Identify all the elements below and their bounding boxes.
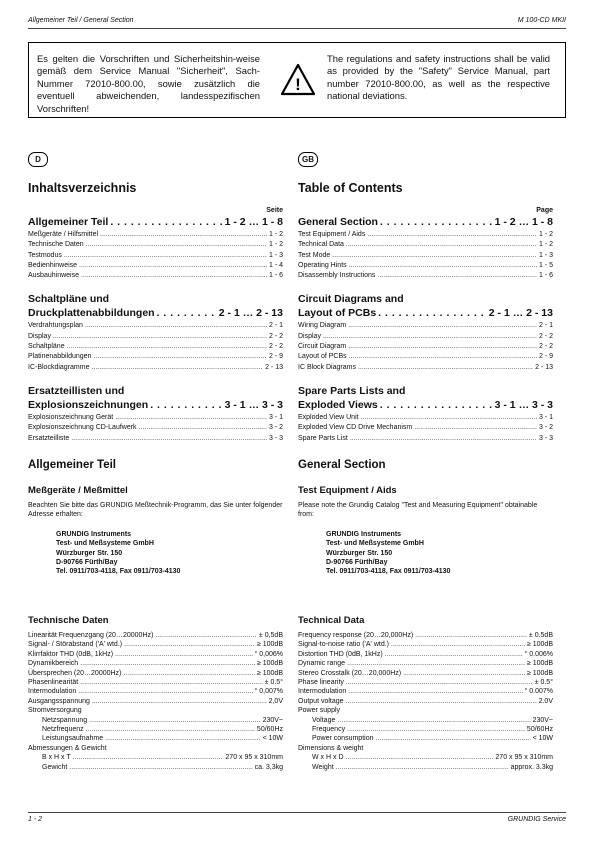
address-block (326, 530, 553, 577)
toc-column-de (28, 152, 283, 577)
toc-item (28, 271, 283, 281)
header-right: M 100-CD MKII (517, 17, 566, 24)
leader-dots (380, 399, 493, 411)
toc-item (28, 413, 283, 423)
spec-value: ± 0.5° (534, 679, 553, 687)
section-gap (28, 281, 283, 293)
spec-value: ≥ 100dB (526, 660, 553, 668)
toc-item (28, 342, 283, 352)
toc-item-label: Operating Hints (298, 261, 347, 269)
toc-item-list (298, 230, 553, 281)
spec-value: ≥ 100dB (526, 641, 553, 649)
toc-item-label: Exploded View Unit (298, 413, 359, 421)
toc-item-page: 2 - 2 (268, 332, 283, 340)
toc-item-list (28, 230, 283, 281)
toc-item-page: 3 - 3 (268, 434, 283, 442)
toc-section-pages: 3 - 1 … 3 - 3 (224, 398, 283, 411)
toc-item (28, 423, 283, 433)
leader-dots (85, 321, 267, 331)
spec-value: < 10W (262, 735, 283, 743)
header-rule (28, 28, 566, 29)
leader-dots (348, 342, 537, 352)
spec-label: Übersprechen (20…20000Hz) (28, 669, 122, 677)
toc-item-label: Platinenabbildungen (28, 353, 92, 361)
leader-dots (115, 413, 267, 423)
leader-dots (86, 725, 255, 734)
footer-page-number: 1 - 2 (28, 816, 43, 823)
leader-dots (380, 216, 493, 228)
toc-item-page: 2 - 9 (538, 353, 553, 361)
toc-item (298, 321, 553, 331)
toc-item (298, 240, 553, 250)
spec-value: ≥ 100dB (256, 660, 283, 668)
address-line: Tel. 0911/703-4118, Fax 0911/703-4130 (56, 568, 181, 576)
leader-dots (377, 271, 537, 281)
spec-value: 270 x 95 x 310mm (225, 754, 283, 762)
subsection-title: Meßgeräte / Meßmittel (28, 484, 128, 496)
leader-dots (100, 230, 267, 240)
spec-label: Gewicht (42, 763, 68, 771)
toc-section-pages: 3 - 1 … 3 - 3 (494, 398, 553, 411)
leader-dots (346, 240, 537, 250)
spec-value: 2,0V (268, 697, 283, 705)
toc-section-heading (298, 307, 553, 319)
spec-row (28, 669, 283, 678)
address-line: Würzburger Str. 150 (56, 549, 123, 557)
leader-dots (358, 363, 533, 373)
leader-dots (348, 321, 537, 331)
spec-row (28, 631, 283, 640)
spec-row (28, 753, 283, 762)
header-left: Allgemeiner Teil / General Section (28, 17, 134, 24)
spec-label: Voltage (312, 716, 336, 724)
toc-section-heading (298, 216, 553, 228)
spec-row (298, 734, 553, 743)
spec-row (298, 669, 553, 678)
leader-dots (348, 687, 522, 696)
toc-item-label: Schaltpläne (28, 343, 65, 351)
toc-section-pages: 1 - 2 … 1 - 8 (494, 216, 553, 228)
toc-page-label: Seite (266, 207, 283, 214)
leader-dots (349, 352, 537, 362)
toc-item-page: 1 - 6 (268, 272, 283, 280)
toc-section-heading (298, 399, 553, 411)
spec-label: Ausgangsspannung (28, 697, 90, 705)
spec-row (298, 650, 553, 659)
toc-item-page: 2 - 1 (538, 322, 553, 330)
leader-dots (123, 669, 255, 678)
toc-item-list (298, 413, 553, 444)
spec-label: Netzspannung (42, 716, 88, 724)
spec-row (298, 763, 553, 772)
leader-dots (367, 230, 537, 240)
toc-item-page: 2 - 13 (535, 363, 553, 371)
leader-dots (347, 659, 525, 668)
leader-dots (110, 216, 222, 228)
toc-item-label: Display (298, 332, 321, 340)
toc-section-title: Spare Parts Lists and (298, 384, 406, 397)
spec-label: Klirrfaktor THD (0dB, 1kHz) (28, 650, 114, 658)
toc-item-list (28, 413, 283, 444)
toc-item (298, 332, 553, 342)
leader-dots (73, 753, 224, 762)
toc-item-page: 1 - 5 (538, 261, 553, 269)
toc-item (28, 332, 283, 342)
spec-value: ° 0,007% (254, 688, 283, 696)
leader-dots (91, 363, 263, 373)
leader-dots (71, 434, 267, 444)
toc-item-page: 2 - 2 (268, 343, 283, 351)
toc-item-label: Meßgeräte / Hilfsmittel (28, 231, 99, 238)
toc-item-page: 1 - 2 (538, 231, 553, 238)
toc-item (298, 352, 553, 362)
spec-label: Abmessungen & Gewicht (28, 744, 107, 752)
toc-item-list (298, 321, 553, 372)
leader-dots (391, 640, 525, 649)
toc-item-page: 2 - 9 (268, 353, 283, 361)
toc-item (28, 321, 283, 331)
toc-item-page: 3 - 2 (538, 424, 553, 432)
toc-item-page: 2 - 1 (268, 322, 283, 330)
toc-item-label: Ersatzteilliste (28, 434, 70, 442)
spec-value: ° 0,006% (254, 650, 283, 658)
spec-value: 2.0V (538, 697, 553, 705)
leader-dots (79, 261, 267, 271)
spec-label: Intermodulation (28, 688, 77, 696)
spec-row (298, 706, 553, 715)
toc-item (298, 271, 553, 281)
spec-title: Technische Daten (28, 615, 109, 626)
leader-dots (347, 725, 525, 734)
spec-label: Dynamic range (298, 660, 346, 668)
leader-dots (93, 352, 267, 362)
spec-value: ≥ 100dB (526, 669, 553, 677)
address-line: Test- und Meßsysteme GmbH (56, 540, 154, 548)
section-gap (28, 373, 283, 385)
footer-rule (28, 812, 566, 813)
leader-dots (80, 678, 262, 687)
spec-row (298, 631, 553, 640)
section-gap (298, 281, 553, 293)
warning-mark: ! (295, 75, 301, 94)
spec-value: ≥ 100dB (256, 669, 283, 677)
address-line: D-90766 Fürth/Bay (326, 559, 388, 567)
toc-item-label: IC-Blockdiagramme (28, 363, 90, 371)
spec-value: 230V~ (262, 716, 283, 724)
spec-row (298, 725, 553, 734)
spec-value: ± 0.5dB (528, 632, 553, 639)
toc-item (298, 423, 553, 433)
toc-item-label: Display (28, 332, 51, 340)
toc-section-heading (28, 216, 283, 228)
address-block (56, 530, 283, 577)
toc-item (298, 413, 553, 423)
spec-row (28, 725, 283, 734)
spec-label: Power supply (298, 707, 341, 715)
toc-section-pages: 2 - 1 … 2 - 13 (488, 307, 553, 320)
toc-section-title: Druckplattenabbildungen (28, 307, 155, 320)
spec-label: Output voltage (298, 697, 344, 705)
toc-title: Table of Contents (298, 181, 403, 195)
spec-value: ° 0.006% (524, 650, 553, 658)
toc-item-label: Spare Parts List (298, 434, 348, 442)
spec-label: Distortion THD (0dB, 1kHz) (298, 650, 383, 658)
footer-brand: GRUNDIG Service (507, 816, 566, 823)
spec-label: Frequency (312, 726, 346, 734)
spec-row (28, 734, 283, 743)
leader-dots (80, 659, 255, 668)
toc-item-label: Explosionszeichnung CD-Laufwerk (28, 424, 137, 432)
spec-label: Signal- / Störabstand ('A' wtd.) (28, 641, 123, 649)
leader-dots (385, 650, 523, 659)
toc-section-title: Ersatzteillisten und (28, 384, 125, 397)
toc-item-page: 1 - 2 (538, 241, 553, 249)
leader-dots (92, 697, 267, 706)
spec-row (298, 640, 553, 649)
leader-dots (78, 687, 252, 696)
leader-dots (150, 399, 222, 411)
toc-item-label: Ausbauhinweise (28, 272, 79, 280)
spec-value: ± 0,5dB (258, 632, 283, 639)
leader-dots (64, 251, 267, 261)
spec-table-de (28, 615, 283, 772)
notice-text-en: The regulations and safety instructions shall be valid as provided by the "Safety" Service Manual, part number 72010-800.00, as well as the respective national deviations. (327, 53, 550, 102)
leader-dots (350, 434, 537, 444)
leader-dots (336, 763, 509, 772)
toc-item-label: Test Mode (298, 251, 331, 259)
spec-label: Stereo Crosstalk (20…20,000Hz) (298, 669, 402, 677)
leader-dots (81, 271, 267, 281)
toc-item (28, 261, 283, 271)
toc-item-page: 1 - 4 (268, 261, 283, 269)
spec-label: Power consumption (312, 735, 374, 743)
toc-item-label: Explosionszeichnung Gerät (28, 413, 114, 421)
toc-item (298, 251, 553, 261)
spec-title: Technical Data (298, 615, 365, 626)
address-line: GRUNDIG Instruments (326, 530, 402, 538)
spec-label: Frequency response (20…20,000Hz) (298, 632, 414, 639)
toc-item (298, 342, 553, 352)
spec-label: Weight (312, 763, 334, 771)
spec-value: approx. 3.3kg (510, 763, 553, 771)
toc-item-page: 1 - 2 (268, 241, 283, 249)
toc-item (28, 363, 283, 373)
toc-item (28, 240, 283, 250)
leader-dots (139, 423, 267, 433)
spec-table-en (298, 615, 553, 772)
toc-section-title: Exploded Views (298, 398, 378, 411)
spec-row (28, 706, 283, 715)
leader-dots (361, 413, 537, 423)
leader-dots (414, 423, 537, 433)
toc-section-pages: 2 - 1 … 2 - 13 (218, 307, 283, 320)
leader-dots (346, 697, 537, 706)
address-line: D-90766 Fürth/Bay (56, 559, 118, 567)
spec-label: Linearität Frequenzgang (20…20000Hz) (28, 632, 154, 639)
toc-item-page: 3 - 2 (268, 424, 283, 432)
spec-label: Intermodulation (298, 688, 347, 696)
spec-label: Stromversorgung (28, 707, 82, 715)
leader-dots (415, 631, 527, 640)
toc-item (28, 251, 283, 261)
leader-dots (115, 650, 252, 659)
spec-row (28, 687, 283, 696)
leader-dots (86, 240, 267, 250)
toc-section-pages: 1 - 2 … 1 - 8 (224, 216, 283, 228)
toc-item (28, 434, 283, 444)
spec-value: ca. 3,3kg (254, 763, 283, 771)
toc-item-label: Layout of PCBs (298, 353, 347, 361)
section-title: Allgemeiner Teil (28, 458, 116, 471)
leader-dots (124, 640, 255, 649)
spec-value: ≥ 100dB (256, 641, 283, 649)
spec-label: Phasenlinearität (28, 679, 79, 687)
address-line: Würzburger Str. 150 (326, 549, 393, 557)
leader-dots (155, 631, 257, 640)
toc-column-en (298, 152, 553, 577)
subsection-title: Test Equipment / Aids (298, 484, 397, 496)
spec-row (28, 650, 283, 659)
address-line: Tel. 0911/703-4118, Fax 0911/703-4130 (326, 568, 451, 576)
notice-text-de: Es gelten die Vorschriften und Sicherheitshin-weise gemäß dem Service Manual "Sicherheit", Sach-Nummer 72010-800.00, sowie zusätzlich die eventuell abweichenden, landesspezifischen Vorschriften! (37, 53, 260, 114)
toc-section-heading (28, 307, 283, 319)
spec-row (298, 659, 553, 668)
leader-dots (89, 716, 260, 725)
toc-section-title: Allgemeiner Teil (28, 216, 109, 228)
leader-dots (67, 342, 267, 352)
leader-dots (332, 251, 537, 261)
spec-row (298, 697, 553, 706)
leader-dots (105, 734, 260, 743)
spec-value: ± 0.5° (264, 679, 283, 687)
spec-value: 230V~ (532, 716, 553, 724)
toc-item-label: Testmodus (28, 251, 62, 259)
spec-value: < 10W (532, 735, 553, 743)
toc-section-heading (28, 399, 283, 411)
toc-item (298, 363, 553, 373)
spec-label: Signal-to-noise ratio ('A' wtd.) (298, 641, 389, 649)
toc-item-label: Bedienhinweise (28, 261, 78, 269)
leader-dots (378, 307, 487, 319)
spec-label: W x H x D (312, 754, 344, 762)
safety-notice (28, 42, 566, 118)
toc-item-page: 1 - 3 (538, 251, 553, 259)
spec-value: 270 x 95 x 310mm (495, 754, 553, 762)
spec-row (28, 640, 283, 649)
spec-row (298, 753, 553, 762)
spec-value: 50/60Hz (526, 726, 553, 734)
spec-label: Dimensions & weight (298, 744, 364, 752)
spec-label: B x H x T (42, 754, 71, 762)
leader-dots (375, 734, 530, 743)
spec-label: Leistungsaufnahme (42, 735, 104, 743)
toc-item-label: Disassembly Instructions (298, 272, 376, 280)
spec-row (298, 678, 553, 687)
toc-item-page: 2 - 2 (538, 343, 553, 351)
toc-section-title: General Section (298, 216, 378, 228)
spec-row (28, 763, 283, 772)
spec-label: Phase linearity (298, 679, 344, 687)
toc-item-label: Technical Data (298, 241, 344, 249)
spec-row (28, 659, 283, 668)
spec-value: ° 0.007% (524, 688, 553, 696)
toc-page-label: Page (536, 207, 553, 214)
toc-item-label: Test Equipment / Aids (298, 231, 366, 238)
address-line: GRUNDIG Instruments (56, 530, 132, 538)
spec-row (28, 744, 283, 753)
leader-dots (337, 716, 530, 725)
language-badge: D (28, 152, 48, 167)
toc-item (298, 261, 553, 271)
toc-item-page: 3 - 1 (268, 413, 283, 421)
leader-dots (69, 763, 252, 772)
toc-section-title: Layout of PCBs (298, 307, 377, 320)
toc-item-list (28, 321, 283, 372)
toc-section-title: Explosionszeichnungen (28, 398, 149, 411)
spec-row (28, 716, 283, 725)
spec-row (28, 697, 283, 706)
toc-item-label: Exploded View CD Drive Mechanism (298, 424, 413, 432)
toc-item-page: 3 - 1 (538, 413, 553, 421)
spec-row (298, 744, 553, 753)
toc-item-label: IC Block Diagrams (298, 363, 356, 371)
toc-section-title: Schaltpläne und (28, 293, 110, 306)
toc-item (298, 230, 553, 240)
leader-dots (349, 261, 537, 271)
toc-item-label: Verdrahtungsplan (28, 322, 83, 330)
toc-item (28, 230, 283, 240)
warning-triangle-icon (280, 63, 316, 97)
toc-item-label: Circuit Diagram (298, 343, 347, 351)
spec-row (298, 716, 553, 725)
equipment-text: Please note the Grundig Catalog "Test and Measuring Equipment" obtainable from: (298, 501, 538, 519)
leader-dots (403, 669, 525, 678)
leader-dots (346, 678, 533, 687)
spec-row (298, 687, 553, 696)
equipment-text: Beachten Sie bitte das GRUNDIG Meßtechnik-Programm, das Sie unter folgender Adresse erhalten: (28, 501, 283, 519)
toc-item (298, 434, 553, 444)
spec-label: Netzfrequenz (42, 726, 84, 734)
toc-item-page: 2 - 13 (265, 363, 283, 371)
spec-row (28, 678, 283, 687)
spec-value: 50/60Hz (256, 726, 283, 734)
toc-section-title: Circuit Diagrams and (298, 293, 404, 306)
leader-dots (346, 753, 494, 762)
toc-item-page: 1 - 6 (538, 272, 553, 280)
toc-title: Inhaltsverzeichnis (28, 181, 137, 195)
toc-item-page: 1 - 2 (268, 231, 283, 238)
toc-item-page: 1 - 3 (268, 251, 283, 259)
spec-label: Dynamikbereich (28, 660, 79, 668)
section-title: General Section (298, 458, 386, 471)
toc-item-label: Technische Daten (28, 241, 84, 249)
leader-dots (323, 332, 537, 342)
section-gap (298, 373, 553, 385)
toc-item (28, 352, 283, 362)
toc-item-page: 2 - 2 (538, 332, 553, 340)
language-badge: GB (298, 152, 318, 167)
leader-dots (53, 332, 267, 342)
toc-item-label: Wiring Diagram (298, 322, 347, 330)
toc-item-page: 3 - 3 (538, 434, 553, 442)
address-line: Test- und Meßsysteme GmbH (326, 540, 424, 548)
leader-dots (157, 307, 217, 319)
